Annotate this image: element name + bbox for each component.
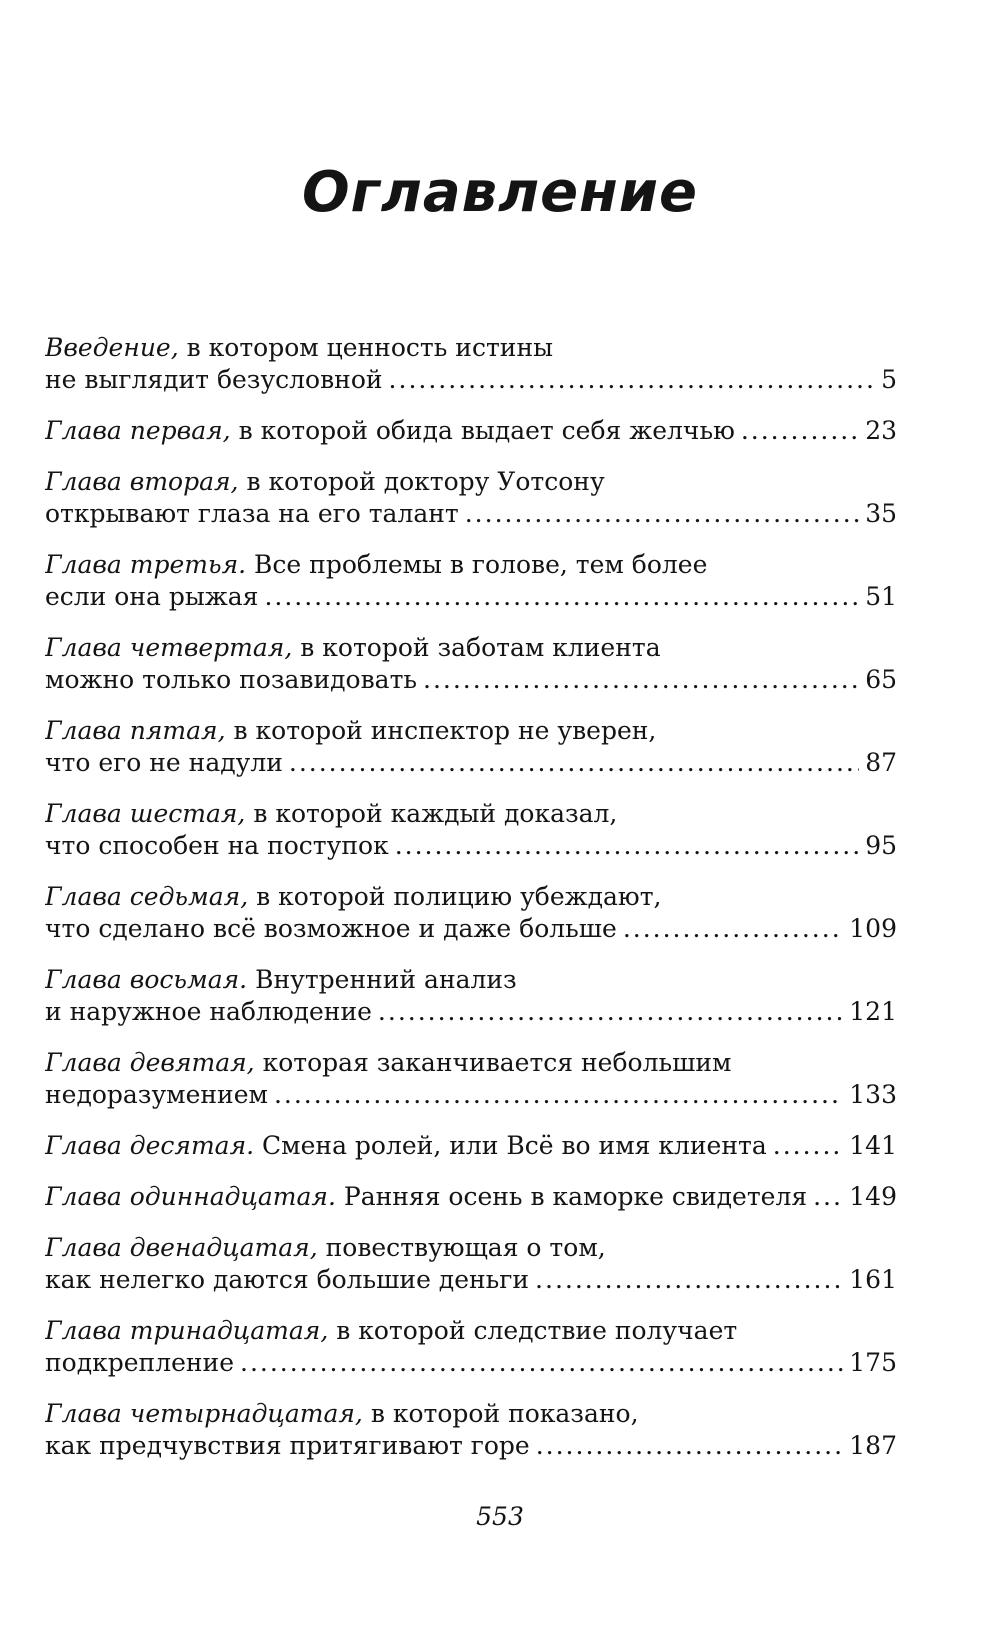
dot-leader: [378, 996, 843, 1028]
toc-entry-heading: Глава четырнадцатая,: [45, 1399, 363, 1428]
toc-entry-line: [45, 466, 897, 498]
toc-entry-text: Смена ролей, или Всё во имя клиента: [254, 1131, 767, 1160]
toc-entry-line: [45, 996, 897, 1028]
toc-page-number: 187: [849, 1431, 897, 1460]
toc-entry-heading: Глава третья.: [45, 550, 247, 579]
toc-entry-text: открывают глаза на его талант: [45, 499, 459, 528]
dot-leader: [465, 498, 859, 530]
toc-entry-text: в которой следствие получает: [328, 1316, 738, 1345]
toc-page-number: 87: [865, 748, 897, 777]
dot-leader: [274, 1079, 843, 1111]
toc-entry-text: повествующая о том,: [317, 1233, 606, 1262]
dot-leader: [536, 1430, 844, 1462]
toc-entry-heading: Введение,: [45, 333, 179, 362]
toc-entry[interactable]: [45, 466, 897, 530]
toc-entry-line: [45, 747, 897, 779]
toc-entry-text: если она рыжая: [45, 582, 259, 611]
dot-leader: [395, 830, 859, 862]
toc-entry-heading: Глава вторая,: [45, 467, 239, 496]
toc-entry-line: [45, 1130, 897, 1162]
toc-entry[interactable]: [45, 1181, 897, 1213]
toc-entry-text: недоразумением: [45, 1080, 268, 1109]
toc-page-number: 161: [849, 1265, 897, 1294]
dot-leader: [389, 364, 876, 396]
toc-entry[interactable]: [45, 1315, 897, 1379]
toc-page-number: 121: [849, 997, 897, 1026]
toc-entry[interactable]: [45, 632, 897, 696]
toc-entry-line: [45, 798, 897, 830]
page-number-footer: 553: [476, 1502, 524, 1531]
toc-entry-heading: Глава девятая,: [45, 1048, 255, 1077]
toc-entry-text: [45, 1181, 807, 1213]
toc-entry-text: как предчувствия притягивают горе: [45, 1431, 530, 1460]
toc-entry-text: подкрепление: [45, 1348, 234, 1377]
toc-entry[interactable]: [45, 1130, 897, 1162]
toc-entry-line: [45, 1347, 897, 1379]
dot-leader: [264, 581, 859, 613]
toc-entry-line: [45, 498, 897, 530]
dot-leader: [623, 913, 843, 945]
toc-entry-text: [45, 415, 735, 447]
toc-entry-line: [45, 632, 897, 664]
toc-entry-text: в которой обида выдает себя желчью: [230, 416, 735, 445]
toc-entry[interactable]: [45, 415, 897, 447]
dot-leader: [535, 1264, 843, 1296]
toc-entry-text: в которой показано,: [362, 1399, 639, 1428]
toc-entry-text: можно только позавидовать: [45, 665, 418, 694]
toc-entry-text: как нелегко даются большие деньги: [45, 1265, 530, 1294]
toc-entry-heading: Глава двенадцатая,: [45, 1233, 318, 1262]
toc-entry-heading: Глава десятая.: [45, 1131, 255, 1160]
toc-page-number: 109: [849, 914, 897, 943]
toc-entry[interactable]: [45, 715, 897, 779]
toc-entry-heading: Глава седьмая,: [45, 882, 249, 911]
toc-entry-line: [45, 549, 897, 581]
toc-entry[interactable]: [45, 1047, 897, 1111]
toc-entry-line: [45, 913, 897, 945]
toc-entry-text: что сделано всё возможное и даже больше: [45, 914, 617, 943]
toc-entry-line: [45, 881, 897, 913]
toc-entry-line: [45, 1315, 897, 1347]
toc-entry-text: в которой доктору Уотсону: [238, 467, 605, 496]
toc-entry-text: которая заканчивается небольшим: [254, 1048, 732, 1077]
dot-leader: [240, 1347, 843, 1379]
toc-entry-heading: Глава пятая,: [45, 716, 226, 745]
toc-entry-heading: Глава тринадцатая,: [45, 1316, 329, 1345]
toc-page-number: 133: [849, 1080, 897, 1109]
toc-entry[interactable]: [45, 1398, 897, 1462]
toc-entry-line: [45, 1430, 897, 1462]
toc-entry[interactable]: [45, 798, 897, 862]
toc-entry-heading: Глава восьмая.: [45, 965, 248, 994]
table-of-contents: [45, 332, 897, 1481]
toc-entry-heading: Глава четвертая,: [45, 633, 293, 662]
toc-entry-line: [45, 1079, 897, 1111]
toc-entry-text: в которой полицию убеждают,: [248, 882, 662, 911]
toc-entry-text: в которой инспектор не уверен,: [225, 716, 657, 745]
toc-entry-text: что способен на поступок: [45, 831, 389, 860]
toc-entry-line: [45, 364, 897, 396]
toc-entry-line: [45, 1232, 897, 1264]
toc-page-number: 51: [865, 582, 897, 611]
toc-entry[interactable]: [45, 332, 897, 396]
dot-leader: [423, 664, 859, 696]
toc-entry-text: в которой каждый доказал,: [245, 799, 618, 828]
dot-leader: [813, 1181, 843, 1213]
toc-entry-text: не выглядит безусловной: [45, 365, 383, 394]
toc-entry[interactable]: [45, 964, 897, 1028]
toc-entry-line: [45, 1264, 897, 1296]
toc-entry-text: Внутренний анализ: [247, 965, 517, 994]
toc-entry-heading: Глава первая,: [45, 416, 231, 445]
toc-entry-line: [45, 581, 897, 613]
toc-entry-line: [45, 664, 897, 696]
toc-entry-line: [45, 1047, 897, 1079]
toc-entry-text: Все проблемы в голове, тем более: [246, 550, 708, 579]
toc-entry-line: [45, 1181, 897, 1213]
toc-entry[interactable]: [45, 549, 897, 613]
toc-page-number: 35: [865, 499, 897, 528]
toc-page-number: 5: [881, 365, 897, 394]
dot-leader: [773, 1130, 844, 1162]
toc-entry-line: [45, 415, 897, 447]
toc-page-number: 65: [865, 665, 897, 694]
toc-entry-line: [45, 715, 897, 747]
toc-entry-line: [45, 964, 897, 996]
toc-entry-text: и наружное наблюдение: [45, 997, 372, 1026]
toc-entry-heading: Глава одиннадцатая.: [45, 1182, 336, 1211]
page-title: Оглавление: [301, 160, 698, 225]
toc-entry[interactable]: [45, 881, 897, 945]
toc-entry-text: что его не надули: [45, 748, 283, 777]
toc-page-number: 23: [865, 416, 897, 445]
toc-entry-line: [45, 332, 897, 364]
toc-entry-line: [45, 830, 897, 862]
dot-leader: [289, 747, 859, 779]
dot-leader: [741, 415, 859, 447]
toc-entry[interactable]: [45, 1232, 897, 1296]
toc-entry-line: [45, 1398, 897, 1430]
toc-entry-text: в которой заботам клиента: [292, 633, 661, 662]
toc-entry-text: [45, 1130, 767, 1162]
toc-entry-text: в котором ценность истины: [178, 333, 554, 362]
toc-page-number: 149: [849, 1182, 897, 1211]
toc-entry-heading: Глава шестая,: [45, 799, 246, 828]
toc-entry-text: Ранняя осень в каморке свидетеля: [335, 1182, 808, 1211]
toc-page-number: 175: [849, 1348, 897, 1377]
toc-page-number: 95: [865, 831, 897, 860]
toc-page-number: 141: [849, 1131, 897, 1160]
